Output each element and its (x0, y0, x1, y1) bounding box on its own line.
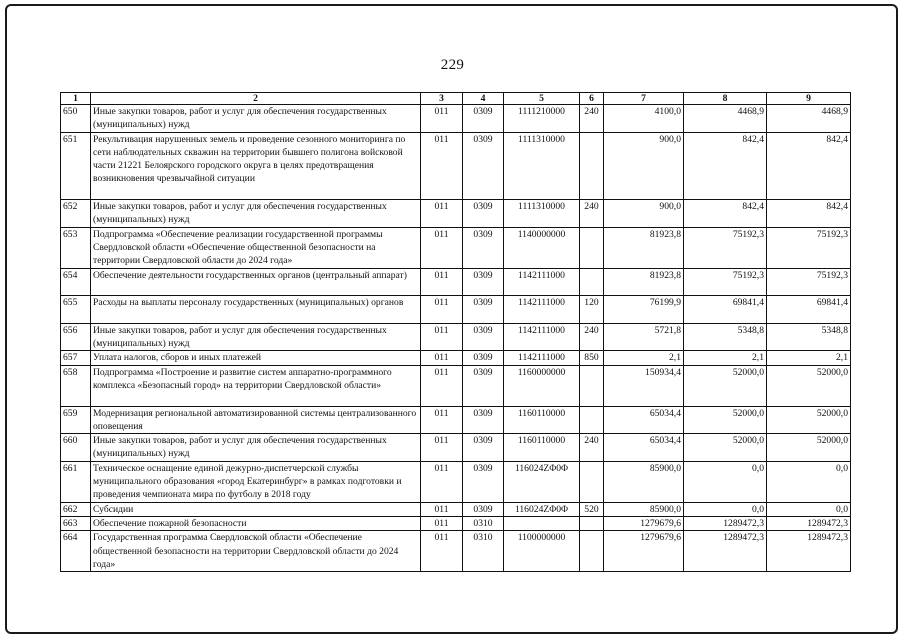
row-target-code: 1142111000 (504, 351, 580, 365)
row-amount-col9: 52000,0 (767, 406, 851, 434)
row-target-code: 116024ΖΦ0Φ (504, 461, 580, 502)
row-section-code: 0309 (463, 461, 504, 502)
row-number: 662 (61, 502, 91, 516)
row-amount-col9: 75192,3 (767, 227, 851, 268)
row-expense-type (580, 516, 604, 530)
row-ministry-code: 011 (421, 406, 463, 434)
column-header-4: 4 (463, 93, 504, 105)
row-expense-type: 240 (580, 200, 604, 228)
row-name: Рекультивация нарушенных земель и проведение сезонного мониторинга по сети наблюдательных скважин на территории бывшего полигона войсковой части 21221 Белоярского городского округа в целях предотвращения возникновения чрезвычайной ситуации (91, 132, 421, 200)
column-header-3: 3 (421, 93, 463, 105)
row-amount-col9: 4468,9 (767, 105, 851, 133)
row-ministry-code: 011 (421, 227, 463, 268)
row-expense-type: 520 (580, 502, 604, 516)
row-amount-col9: 69841,4 (767, 296, 851, 324)
row-target-code: 1142111000 (504, 268, 580, 296)
row-ministry-code: 011 (421, 268, 463, 296)
row-amount-col9: 842,4 (767, 200, 851, 228)
row-number: 650 (61, 105, 91, 133)
row-section-code: 0309 (463, 200, 504, 228)
row-expense-type (580, 132, 604, 200)
row-target-code: 1160110000 (504, 434, 580, 462)
row-number: 660 (61, 434, 91, 462)
row-amount-col9: 0,0 (767, 461, 851, 502)
row-amount-col8: 52000,0 (684, 365, 767, 406)
row-amount-col7: 65034,4 (604, 406, 684, 434)
row-number: 658 (61, 365, 91, 406)
row-name: Иные закупки товаров, работ и услуг для обеспечения государственных (муниципальных) нужд (91, 323, 421, 351)
row-name: Иные закупки товаров, работ и услуг для обеспечения государственных (муниципальных) нужд (91, 434, 421, 462)
row-amount-col7: 5721,8 (604, 323, 684, 351)
row-amount-col9: 5348,8 (767, 323, 851, 351)
table-row (61, 323, 851, 351)
row-expense-type (580, 365, 604, 406)
row-ministry-code: 011 (421, 516, 463, 530)
row-ministry-code: 011 (421, 296, 463, 324)
column-header-9: 9 (767, 93, 851, 105)
row-expense-type: 240 (580, 434, 604, 462)
column-header-6: 6 (580, 93, 604, 105)
row-section-code: 0309 (463, 365, 504, 406)
row-amount-col8: 5348,8 (684, 323, 767, 351)
row-section-code: 0309 (463, 105, 504, 133)
row-target-code: 1142111000 (504, 323, 580, 351)
row-name: Модернизация региональной автоматизированной системы централизованного оповещения (91, 406, 421, 434)
row-amount-col7: 85900,0 (604, 461, 684, 502)
row-name: Техническое оснащение единой дежурно-диспетчерской службы муниципального образования «город Екатеринбург» в рамках подготовки и проведения чемпионата мира по футболу в 2018 году (91, 461, 421, 502)
row-ministry-code: 011 (421, 200, 463, 228)
row-name: Подпрограмма «Построение и развитие систем аппаратно-программного комплекса «Безопасный город» на территории Свердловской области» (91, 365, 421, 406)
row-target-code: 1100000000 (504, 531, 580, 572)
row-target-code: 1111310000 (504, 132, 580, 200)
row-ministry-code: 011 (421, 132, 463, 200)
row-number: 657 (61, 351, 91, 365)
row-expense-type: 240 (580, 323, 604, 351)
row-expense-type: 850 (580, 351, 604, 365)
row-target-code: 1160110000 (504, 406, 580, 434)
row-number: 651 (61, 132, 91, 200)
row-target-code: 1140000000 (504, 227, 580, 268)
table-row (61, 132, 851, 200)
table-header-row (61, 93, 851, 105)
row-amount-col7: 65034,4 (604, 434, 684, 462)
row-amount-col8: 0,0 (684, 461, 767, 502)
row-ministry-code: 011 (421, 531, 463, 572)
row-number: 664 (61, 531, 91, 572)
row-section-code: 0310 (463, 531, 504, 572)
row-amount-col7: 2,1 (604, 351, 684, 365)
row-amount-col8: 52000,0 (684, 434, 767, 462)
row-section-code: 0309 (463, 406, 504, 434)
table-row (61, 351, 851, 365)
column-header-8: 8 (684, 93, 767, 105)
row-ministry-code: 011 (421, 105, 463, 133)
row-amount-col8: 69841,4 (684, 296, 767, 324)
row-ministry-code: 011 (421, 323, 463, 351)
row-expense-type (580, 531, 604, 572)
row-amount-col9: 1289472,3 (767, 531, 851, 572)
row-amount-col7: 1279679,6 (604, 531, 684, 572)
row-name: Субсидии (91, 502, 421, 516)
row-amount-col7: 76199,9 (604, 296, 684, 324)
row-amount-col8: 1289472,3 (684, 516, 767, 530)
row-expense-type (580, 406, 604, 434)
row-name: Уплата налогов, сборов и иных платежей (91, 351, 421, 365)
row-number: 652 (61, 200, 91, 228)
table-row (61, 434, 851, 462)
row-section-code: 0309 (463, 227, 504, 268)
row-target-code: 1142111000 (504, 296, 580, 324)
row-ministry-code: 011 (421, 502, 463, 516)
row-name: Иные закупки товаров, работ и услуг для обеспечения государственных (муниципальных) нужд (91, 105, 421, 133)
column-header-7: 7 (604, 93, 684, 105)
row-section-code: 0309 (463, 434, 504, 462)
row-number: 655 (61, 296, 91, 324)
row-amount-col9: 842,4 (767, 132, 851, 200)
row-amount-col8: 75192,3 (684, 268, 767, 296)
column-header-2: 2 (91, 93, 421, 105)
table-row (61, 268, 851, 296)
table-row (61, 200, 851, 228)
row-expense-type: 240 (580, 105, 604, 133)
row-amount-col7: 1279679,6 (604, 516, 684, 530)
row-section-code: 0310 (463, 516, 504, 530)
table-row (61, 516, 851, 530)
row-target-code: 1111310000 (504, 200, 580, 228)
row-name: Расходы на выплаты персоналу государственных (муниципальных) органов (91, 296, 421, 324)
row-number: 656 (61, 323, 91, 351)
row-amount-col9: 0,0 (767, 502, 851, 516)
row-amount-col7: 85900,0 (604, 502, 684, 516)
column-header-5: 5 (504, 93, 580, 105)
row-amount-col9: 75192,3 (767, 268, 851, 296)
table-row (61, 296, 851, 324)
row-amount-col9: 52000,0 (767, 434, 851, 462)
row-name: Подпрограмма «Обеспечение реализации государственной программы Свердловской области «Обеспечение общественной безопасности на территории Свердловской области до 2024 года» (91, 227, 421, 268)
row-target-code: 1111210000 (504, 105, 580, 133)
table-row (61, 227, 851, 268)
row-number: 661 (61, 461, 91, 502)
row-amount-col8: 2,1 (684, 351, 767, 365)
row-number: 659 (61, 406, 91, 434)
row-section-code: 0309 (463, 502, 504, 516)
row-expense-type (580, 268, 604, 296)
table-row (61, 406, 851, 434)
row-target-code: 1160000000 (504, 365, 580, 406)
row-amount-col9: 2,1 (767, 351, 851, 365)
row-number: 663 (61, 516, 91, 530)
row-target-code: 116024ΖΦ0Φ (504, 502, 580, 516)
row-amount-col8: 842,4 (684, 132, 767, 200)
row-name: Государственная программа Свердловской области «Обеспечение общественной безопасности на территории Свердловской области до 2024 года» (91, 531, 421, 572)
row-number: 654 (61, 268, 91, 296)
page-number: 229 (440, 57, 465, 73)
row-ministry-code: 011 (421, 365, 463, 406)
row-amount-col7: 900,0 (604, 132, 684, 200)
budget-table (60, 92, 851, 572)
row-expense-type (580, 227, 604, 268)
row-name: Обеспечение деятельности государственных органов (центральный аппарат) (91, 268, 421, 296)
row-name: Обеспечение пожарной безопасности (91, 516, 421, 530)
table-row (61, 461, 851, 502)
row-target-code (504, 516, 580, 530)
table-row (61, 365, 851, 406)
row-name: Иные закупки товаров, работ и услуг для обеспечения государственных (муниципальных) нужд (91, 200, 421, 228)
row-amount-col8: 842,4 (684, 200, 767, 228)
row-section-code: 0309 (463, 268, 504, 296)
table-row (61, 502, 851, 516)
row-amount-col8: 4468,9 (684, 105, 767, 133)
row-expense-type (580, 461, 604, 502)
row-amount-col7: 4100,0 (604, 105, 684, 133)
row-ministry-code: 011 (421, 461, 463, 502)
row-section-code: 0309 (463, 296, 504, 324)
row-amount-col8: 52000,0 (684, 406, 767, 434)
row-amount-col8: 75192,3 (684, 227, 767, 268)
row-ministry-code: 011 (421, 351, 463, 365)
table-row (61, 105, 851, 133)
row-amount-col9: 52000,0 (767, 365, 851, 406)
row-section-code: 0309 (463, 132, 504, 200)
column-header-1: 1 (61, 93, 91, 105)
row-amount-col7: 150934,4 (604, 365, 684, 406)
row-ministry-code: 011 (421, 434, 463, 462)
row-section-code: 0309 (463, 323, 504, 351)
table-body (61, 105, 851, 572)
row-amount-col7: 81923,8 (604, 268, 684, 296)
row-amount-col9: 1289472,3 (767, 516, 851, 530)
row-number: 653 (61, 227, 91, 268)
row-section-code: 0309 (463, 351, 504, 365)
row-amount-col8: 0,0 (684, 502, 767, 516)
table-row (61, 531, 851, 572)
row-expense-type: 120 (580, 296, 604, 324)
row-amount-col7: 900,0 (604, 200, 684, 228)
row-amount-col7: 81923,8 (604, 227, 684, 268)
row-amount-col8: 1289472,3 (684, 531, 767, 572)
